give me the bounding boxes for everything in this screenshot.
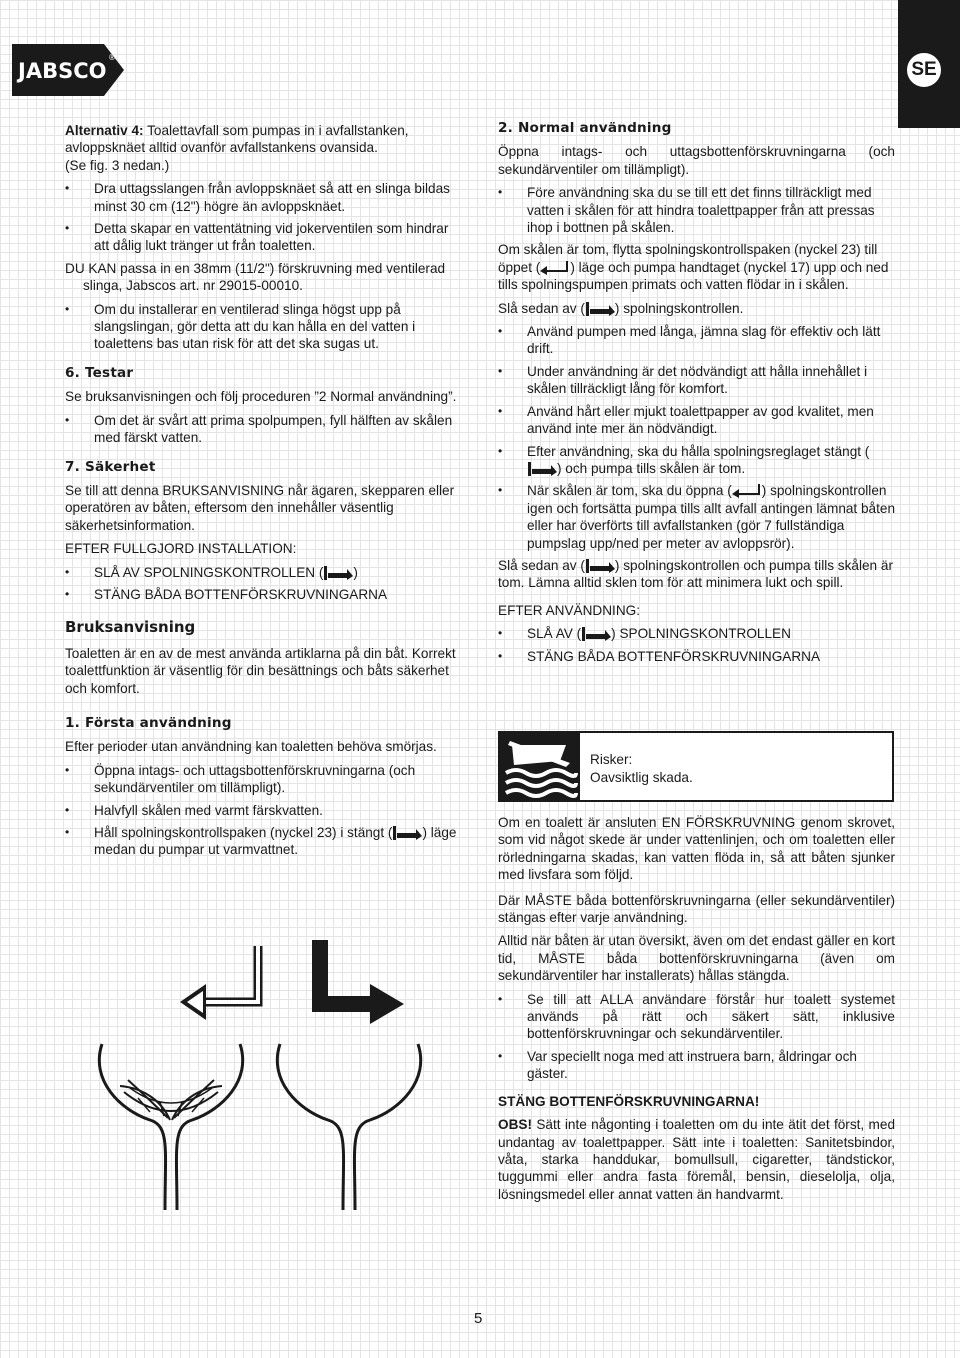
install-bullets: [65, 564, 463, 604]
close-seacocks-warning: STÄNG BOTTENFÖRSKRUVNINGARNA!: [498, 1093, 760, 1109]
heading-normal: 2. Normal användning: [498, 120, 672, 136]
sakerhet-text: Se till att denna BRUKSANVISNING når ägaren, skepparen eller operatören av båten, eftersom den innehåller väsentlig säkerhetsinformation.: [65, 482, 455, 533]
alt4-label: Alternativ 4:: [65, 123, 144, 138]
forsta-bullets: [65, 762, 463, 859]
alt4-text: Toalettavfall som pumpas in i avfallstanken, avloppsknäet alltid ovanför avfallstankens ovansida.: [65, 123, 409, 156]
lever-closed-icon: [585, 559, 615, 573]
obs-text: Sätt inte någonting i toaletten om du inte ätit det först, med undantag av toalettpapper. Sätt inte i toaletten: Sanitetsbindor, våta, starka handdukar, bomullsull, cigaretter, tändstickor, tuggummi eller andra fasta föremål, bensin, dieselolja, olja, lösningsmedel eller annat vatten än handvarmt.: [498, 1117, 895, 1202]
efter-install-label: EFTER FULLGJORD INSTALLATION:: [65, 541, 297, 557]
then-paragraph: [498, 300, 895, 317]
list-item: • STÄNG BÅDA BOTTENFÖRSKRUVNINGARNA: [65, 586, 463, 603]
bowl-with-water-icon: [99, 1044, 242, 1210]
list-item: • Om du installerar en ventilerad slinga högst upp på slangslingan, gör detta att du kan hålla en del vatten i toalettens bas utan risk för att det ska sugas ut.: [65, 301, 463, 353]
list-text: ) SPOLNINGSKONTROLLEN: [611, 626, 791, 642]
risk-text: [590, 751, 693, 787]
off-paragraph: [498, 557, 895, 592]
flush-control-arrows-figure: [180, 940, 410, 1025]
list-item: • Före användning ska du se till ett det finns tillräckligt med vatten i skålen för att hindra toalettpapper från att pressas ihop i bottnen på skålen.: [498, 184, 895, 236]
empty-bowl-icon: [277, 1044, 420, 1210]
svg-text:JABSCO: JABSCO: [18, 59, 107, 83]
list-text: ) och pumpa tills skålen är tom.: [557, 460, 746, 476]
list-item: [498, 482, 895, 552]
safety-paragraph-1: Om en toalett är ansluten EN FÖRSKRUVNING genom skrovet, som vid något skede är under vattenlinjen, och om toaletten eller rörledningarna skadas, kan vatten flöda in, så att båten sjunker med livsfara som följd.: [498, 815, 895, 883]
list-item: • Använd pumpen med långa, jämna slag för effektiv och lätt drift.: [498, 323, 895, 358]
safety-paragraph-2: Där MÅSTE båda bottenförskruvningarna (eller sekundärventiler) stängas efter varje användning.: [498, 892, 895, 926]
svg-text:®: ®: [108, 53, 116, 62]
empty-bowl-paragraph: [498, 241, 895, 293]
heading-testar: 6. Testar: [65, 364, 134, 381]
alt4-paragraph: [65, 122, 463, 174]
list-item: • STÄNG BÅDA BOTTENFÖRSKRUVNINGARNA: [498, 648, 895, 665]
list-item: • Öppna intags- och uttagsbottenförskruvningarna (och sekundärventiler om tillämpligt).: [65, 762, 463, 797]
sinking-boat-icon: [500, 733, 580, 800]
list-item: • Dra uttagsslangen från avloppsknäet så att en slinga bildas minst 30 cm (12") högre än avloppsknäet.: [65, 180, 463, 215]
safety-bullets: [498, 991, 895, 1083]
obs-label: OBS!: [498, 1117, 532, 1133]
bullets-2: [65, 301, 463, 353]
list-item: [498, 443, 895, 478]
heading-forsta: 1. Första användning: [65, 714, 232, 731]
list-item: • Se till att ALLA användare förstår hur toalett systemet används på rätt och säkert sätt, inklusive bottenförskruvningar och sekundärventiler.: [498, 991, 895, 1043]
paragraph-text: Slå sedan av (: [498, 557, 585, 573]
page-number: 5: [474, 1310, 483, 1327]
page-header: [0, 0, 960, 108]
heading-sakerhet: 7. Säkerhet: [65, 458, 156, 475]
list-text: ) spolningskontrollen igen och fortsätta pumpa tills allt avfall antingen lämnat båten eller har överförts till avfallstanken (gör 7 fullständiga pumpslag upp/ned per meter av avloppsrör).: [527, 483, 896, 551]
lever-closed-icon: [585, 302, 615, 316]
list-item: • Använd hårt eller mjukt toalettpapper av god kvalitet, men använd inte mer än nödvändigt.: [498, 403, 895, 438]
safety-paragraph-3: Alltid när båten är utan översikt, även om det endast gäller en kort tid, MÅSTE båda bottenförskruvningarna (även om sekundärventiler har installerats) hållas stängda.: [498, 933, 895, 984]
alt4-ref: (Se fig. 3 nedan.): [65, 157, 170, 173]
list-item: • Om det är svårt att prima spolpumpen, fyll hälften av skålen med färskt vatten.: [65, 412, 463, 447]
bruks-text: Toaletten är en av de mest använda artiklarna på din båt. Korrekt toalettfunktion är väsentlig för din besättnings och båts säkerhet och komfort.: [65, 645, 456, 696]
list-text: Efter användning, ska du hålla spolningsreglaget stängt (: [527, 443, 870, 459]
lever-open-icon: [732, 484, 762, 498]
paragraph-text: ) läge och pumpa handtaget (nyckel 17) upp och ned tills spolningspumpen primats och vatten flödar in i skålen.: [498, 259, 889, 293]
usage-bullets: [498, 323, 895, 552]
lever-open-icon: [540, 261, 570, 275]
list-text: ): [353, 564, 358, 580]
lever-closed-icon: [392, 826, 422, 840]
list-item: • Detta skapar en vattentätning vid jokerventilen som hindrar att dålig lukt tränger ut från toaletten.: [65, 220, 463, 255]
list-item: [498, 625, 895, 642]
jabsco-logo: [12, 44, 124, 96]
paragraph-text: ) spolningskontrollen.: [614, 300, 744, 316]
dukan-paragraph: DU KAN passa in en 38mm (11/2") förskruvning med ventilerad slinga, Jabscos art. nr 29015-00010.: [65, 260, 446, 294]
left-column: [65, 122, 463, 864]
list-item: • Halvfyll skålen med varmt färskvatten.: [65, 802, 463, 819]
list-item: • Var speciellt noga med att instruera barn, åldringar och gäster.: [498, 1048, 895, 1083]
normal-bullets: [498, 184, 895, 236]
paragraph-text: Slå sedan av (: [498, 300, 585, 316]
list-item: • Under användning är det nödvändigt att hålla innehållet i skålen tillräckligt lång för komfort.: [498, 363, 895, 398]
after-use-list: [498, 625, 895, 665]
testar-bullets: [65, 412, 463, 447]
heading-bruksanvisning: Bruksanvisning: [65, 618, 196, 637]
risk-title: Risker:: [590, 752, 633, 767]
right-column: [498, 120, 895, 670]
list-text: Håll spolningskontrollspaken (nyckel 23) i stängt (: [94, 825, 393, 840]
risk-warning-box: [498, 731, 894, 802]
list-text: SLÅ AV SPOLNINGSKONTROLLEN (: [94, 564, 324, 580]
list-item: [65, 564, 463, 581]
open-arrow-icon: [180, 946, 258, 1020]
list-text: ) läge medan du pumpar ut varmvattnet.: [94, 825, 457, 858]
lever-closed-icon: [581, 627, 611, 641]
list-item: [65, 824, 463, 859]
lever-closed-icon: [323, 566, 353, 580]
toilet-bowls-figure: [90, 1040, 430, 1215]
forsta-text: Efter perioder utan användning kan toaletten behöva smörjas.: [65, 739, 437, 755]
risk-description: Oavsiktlig skada.: [590, 770, 693, 785]
testar-text: Se bruksanvisningen och följ proceduren ”2 Normal användning”.: [65, 389, 457, 405]
list-text: SLÅ AV (: [527, 626, 582, 642]
paragraph-text: ) spolningskontrollen och pumpa tills skålen är tom. Lämna alltid sklen tom för att minimera lukt och spill.: [498, 557, 893, 591]
right-column-safety: [498, 814, 895, 1209]
normal-text: Öppna intags- och uttagsbottenförskruvningarna (och sekundärventiler om tillämpligt).: [498, 144, 895, 177]
obs-paragraph: [498, 1116, 895, 1203]
language-badge: SE: [904, 50, 944, 90]
paragraph-text: Om skålen är tom, flytta spolningskontrollspaken (nyckel 23) till öppet (: [498, 242, 878, 275]
efter-anvandning-label: EFTER ANVÄNDNING:: [498, 602, 640, 618]
closed-arrow-icon: [312, 940, 404, 1024]
bullets-1: [65, 180, 463, 255]
list-text: När skålen är tom, ska du öppna (: [527, 483, 732, 499]
lever-closed-icon: [527, 462, 557, 476]
